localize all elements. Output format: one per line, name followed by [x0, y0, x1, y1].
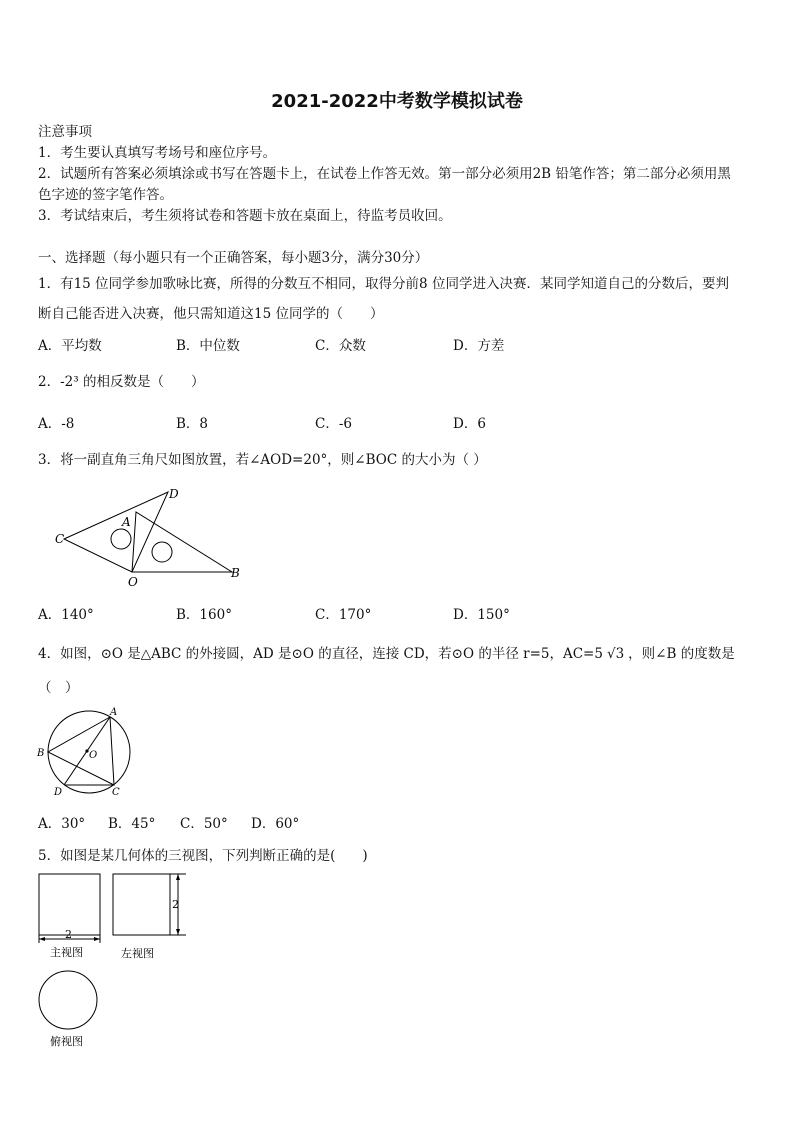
q3-option-d: D．150° — [453, 607, 510, 623]
q5-stem: 5．如图是某几何体的三视图，下列判断正确的是( ) — [38, 848, 368, 864]
q4-label-b: B — [37, 748, 45, 759]
notice-item-2: 2．试题所有答案必须填涂或书写在答题卡上，在试卷上作答无效。第一部分必须用2B 铅笔作答；第二部分必须用黑 — [38, 166, 731, 182]
q5-dim-arrow-right — [94, 937, 100, 941]
q5-left-label: 左视图 — [121, 947, 154, 960]
q1-option-a: A．平均数 — [38, 338, 102, 354]
q5-front-view — [39, 874, 100, 935]
notice-item-3: 3．考试结束后，考生须将试卷和答题卡放在桌面上，待监考员收回。 — [38, 208, 452, 224]
q4-stem-line2: （ ） — [38, 680, 79, 696]
q5-dim-arrow-up — [176, 874, 180, 880]
q4-option-b: B．45° — [108, 816, 156, 832]
q3-circle-right — [152, 542, 172, 562]
q3-circle-left — [111, 529, 131, 549]
q4-triangle-abc — [48, 717, 114, 785]
q4-label-a: A — [110, 707, 118, 718]
q3-label-b: B — [231, 566, 240, 580]
q3-triangles-figure — [50, 484, 250, 589]
q4-option-d: D．60° — [251, 816, 300, 832]
q3-label-a: A — [122, 515, 131, 529]
q2-option-c: C．-6 — [315, 416, 352, 432]
q1-stem-line1: 1．有15 位同学参加歌咏比赛，所得的分数互不相同，取得分前8 位同学进入决赛．某同学知道自己的分数后，要判 — [38, 276, 729, 292]
notice-item-2-cont: 色字迹的签字笔作答。 — [38, 187, 173, 203]
q2-option-a: A．-8 — [38, 416, 75, 432]
q3-option-b: B．160° — [176, 607, 232, 623]
q3-stem: 3．将一副直角三角尺如图放置，若∠AOD=20°，则∠BOC 的大小为（ ） — [38, 452, 487, 468]
q3-label-c: C — [55, 532, 65, 546]
q5-left-view — [113, 874, 170, 935]
q4-stem-part1: 4．如图，⊙O 是△ABC 的外接圆，AD 是⊙O 的直径，连接 CD，若⊙O 的半径 r=5，AC=5 — [38, 646, 603, 662]
q3-option-c: C．170° — [315, 607, 372, 623]
q4-option-c: C．50° — [180, 816, 228, 832]
q5-dim-arrow-left — [39, 937, 45, 941]
q4-label-d: D — [54, 787, 63, 798]
q4-label-o: O — [89, 750, 98, 761]
q2-option-b: B．8 — [176, 416, 209, 432]
q5-front-label: 主视图 — [50, 946, 83, 959]
q5-top-label: 俯视图 — [50, 1035, 83, 1048]
notice-item-1: 1．考生要认真填写考场号和座位序号。 — [38, 145, 277, 161]
q2-option-d: D．6 — [453, 416, 486, 432]
q3-triangle-cdo — [64, 492, 168, 572]
q5-top-view — [39, 971, 97, 1029]
q4-option-a: A．30° — [38, 816, 86, 832]
q4-sqrt3: √3 — [606, 646, 625, 662]
page-title: 2021-2022中考数学模拟试卷 — [271, 91, 523, 112]
q3-label-d: D — [169, 487, 179, 501]
q4-label-c: C — [112, 787, 120, 798]
q5-height-label: 2 — [172, 898, 179, 911]
q1-option-b: B．中位数 — [176, 338, 240, 354]
q1-stem-line2: 断自己能否进入决赛，他只需知道这15 位同学的（ ） — [38, 306, 384, 322]
q4-stem-line1 — [38, 642, 735, 662]
q4-circle-figure — [34, 706, 134, 798]
q3-option-a: A．140° — [38, 607, 94, 623]
q3-label-o: O — [128, 575, 138, 589]
notice-heading: 注意事项 — [38, 124, 92, 140]
q5-three-views-figure — [34, 868, 194, 1050]
q2-stem: 2．-2³ 的相反数是（ ） — [38, 374, 205, 390]
q3-triangle-aob — [132, 512, 232, 572]
q4-stem-part2: ，则∠B 的度数是 — [628, 646, 735, 662]
q1-option-c: C．众数 — [315, 338, 366, 354]
q5-dim-arrow-down — [176, 929, 180, 935]
q1-option-d: D．方差 — [453, 338, 505, 354]
q5-width-label: 2 — [65, 928, 72, 941]
section-heading: 一、选择题（每小题只有一个正确答案，每小题3分，满分30分） — [38, 250, 429, 266]
